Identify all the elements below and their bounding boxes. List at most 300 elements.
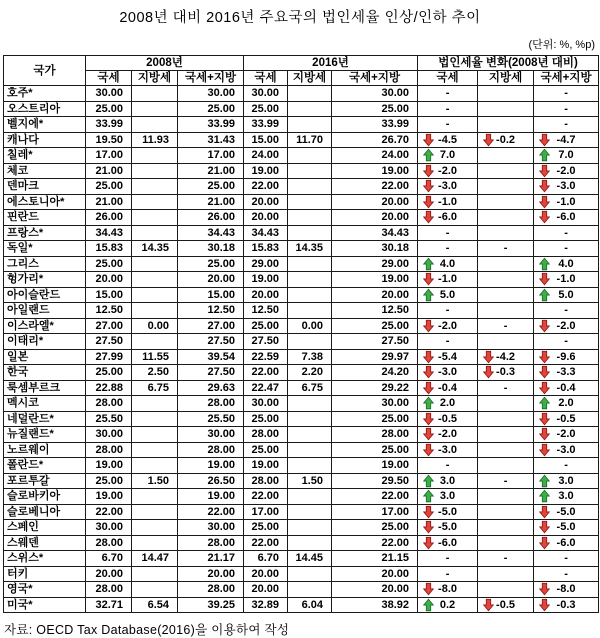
rate-2016-national: 22.00 — [244, 489, 288, 505]
rate-2008-local: 11.93 — [132, 132, 178, 148]
rate-2008-national: 6.70 — [86, 551, 132, 567]
change-local — [478, 411, 534, 427]
rate-2008-combined: 28.00 — [178, 396, 244, 412]
change-national — [418, 179, 478, 195]
arrow-down-icon — [423, 319, 434, 332]
arrow-down-icon — [539, 521, 550, 534]
rate-2016-local — [288, 148, 332, 164]
change-local — [478, 194, 534, 210]
arrow-down-icon — [539, 412, 550, 425]
change-value: -0.3 — [496, 366, 516, 378]
rate-2008-combined: 17.00 — [178, 148, 244, 164]
arrow-down-icon — [539, 164, 550, 177]
rate-2008-combined: 30.00 — [178, 86, 244, 102]
rate-2008-local — [132, 442, 178, 458]
rate-2016-combined: 28.00 — [332, 427, 418, 443]
change-combined — [534, 597, 599, 613]
rate-2008-combined: 27.50 — [178, 334, 244, 350]
rate-2016-national: 19.00 — [244, 272, 288, 288]
rate-2008-combined: 28.00 — [178, 535, 244, 551]
change-national — [418, 504, 478, 520]
rate-2008-local: 6.75 — [132, 380, 178, 396]
rate-2016-national: 22.47 — [244, 380, 288, 396]
arrow-up-icon — [539, 288, 550, 301]
change-value: -6.0 — [438, 536, 458, 549]
arrow-down-icon — [539, 319, 550, 332]
country-cell: 캐나다 — [4, 132, 86, 148]
rate-2008-national: 30.00 — [86, 520, 132, 536]
change-national — [418, 442, 478, 458]
country-cell: 슬로베니아 — [4, 504, 86, 520]
change-combined — [534, 535, 599, 551]
table-row — [4, 411, 599, 427]
rate-2008-local — [132, 225, 178, 241]
rate-2016-local — [288, 101, 332, 117]
change-local — [478, 334, 534, 350]
rate-2016-national: 29.00 — [244, 256, 288, 272]
change-value: -4.5 — [438, 133, 458, 146]
change-value: -1.0 — [556, 273, 576, 285]
rate-2016-combined: 20.00 — [332, 582, 418, 598]
rate-2008-local — [132, 287, 178, 303]
change-value: 3.0 — [558, 490, 574, 502]
change-value: -6.0 — [556, 211, 576, 223]
country-cell: 헝가리* — [4, 272, 86, 288]
arrow-down-icon — [423, 211, 434, 224]
table-row — [4, 210, 599, 226]
arrow-down-icon — [483, 133, 494, 146]
unit-note: (단위: %, %p) — [528, 39, 595, 51]
rate-2016-combined: 12.50 — [332, 303, 418, 319]
country-cell: 에스토니아* — [4, 194, 86, 210]
table-row — [4, 101, 599, 117]
table-row — [4, 489, 599, 505]
rate-2008-national: 20.00 — [86, 272, 132, 288]
change-national — [418, 163, 478, 179]
rate-2016-national: 20.00 — [244, 194, 288, 210]
change-value: 7.0 — [439, 149, 456, 161]
change-combined: - — [534, 101, 599, 117]
rate-2008-combined: 30.00 — [178, 520, 244, 536]
rate-2008-local — [132, 411, 178, 427]
change-national: - — [418, 458, 478, 474]
table-row — [4, 334, 599, 350]
rate-2016-national: 33.99 — [244, 117, 288, 133]
change-value: 3.0 — [439, 474, 456, 487]
change-local — [478, 427, 534, 443]
change-local: - — [478, 380, 534, 396]
rate-2016-national: 25.00 — [244, 520, 288, 536]
change-combined — [534, 427, 599, 443]
table-row — [4, 597, 599, 613]
change-value: -8.0 — [556, 583, 576, 595]
rate-2008-local — [132, 582, 178, 598]
country-cell: 핀란드 — [4, 210, 86, 226]
change-value: -0.5 — [496, 598, 516, 611]
change-local — [478, 163, 534, 179]
arrow-up-icon — [539, 149, 550, 162]
change-national — [418, 535, 478, 551]
rate-2008-local — [132, 458, 178, 474]
rate-2016-national: 28.00 — [244, 473, 288, 489]
change-combined: - — [534, 225, 599, 241]
rate-2008-local: 11.55 — [132, 349, 178, 365]
subheader-2008-combined: 국세+지방 — [178, 71, 244, 86]
rate-2016-national: 34.43 — [244, 225, 288, 241]
country-cell: 노르웨이 — [4, 442, 86, 458]
rate-2016-combined: 20.00 — [332, 566, 418, 582]
rate-2008-national: 28.00 — [86, 396, 132, 412]
change-combined — [534, 520, 599, 536]
rate-2016-combined: 29.00 — [332, 256, 418, 272]
country-cell: 호주* — [4, 86, 86, 102]
rate-2008-combined: 26.50 — [178, 473, 244, 489]
rate-2008-local — [132, 334, 178, 350]
rate-2016-national: 19.00 — [244, 458, 288, 474]
country-cell: 미국* — [4, 597, 86, 613]
rate-2008-local: 14.35 — [132, 241, 178, 257]
change-value: -5.0 — [556, 505, 576, 518]
rate-2008-national: 17.00 — [86, 148, 132, 164]
rate-2016-combined: 38.92 — [332, 597, 418, 613]
table-row — [4, 256, 599, 272]
change-local — [478, 210, 534, 226]
rate-2008-combined: 25.00 — [178, 179, 244, 195]
change-value: -2.0 — [556, 319, 576, 332]
arrow-down-icon — [423, 536, 434, 549]
arrow-down-icon — [423, 164, 434, 177]
change-national — [418, 489, 478, 505]
rate-2016-local — [288, 179, 332, 195]
change-combined: - — [534, 551, 599, 567]
change-value: -5.0 — [438, 521, 458, 533]
change-value: -5.0 — [556, 521, 576, 533]
rate-2016-local: 11.70 — [288, 132, 332, 148]
rate-2016-national: 20.00 — [244, 210, 288, 226]
rate-2008-national: 28.00 — [86, 535, 132, 551]
rate-2008-combined: 25.00 — [178, 256, 244, 272]
rate-2008-combined: 39.25 — [178, 597, 244, 613]
arrow-down-icon — [539, 443, 550, 456]
change-combined — [534, 318, 599, 334]
arrow-down-icon — [423, 366, 434, 379]
country-cell: 이태리* — [4, 334, 86, 350]
rate-2016-local — [288, 225, 332, 241]
rate-2008-national: 25.00 — [86, 256, 132, 272]
rate-2008-local — [132, 427, 178, 443]
rate-2008-local — [132, 504, 178, 520]
change-combined — [534, 272, 599, 288]
rate-2008-national: 15.00 — [86, 287, 132, 303]
rate-2008-local: 0.00 — [132, 318, 178, 334]
country-cell: 프랑스* — [4, 225, 86, 241]
change-national — [418, 318, 478, 334]
rate-2008-national: 25.50 — [86, 411, 132, 427]
rate-2016-combined: 20.00 — [332, 287, 418, 303]
rate-2008-combined: 15.00 — [178, 287, 244, 303]
rate-2016-combined: 20.00 — [332, 194, 418, 210]
rate-2008-local — [132, 489, 178, 505]
change-combined — [534, 148, 599, 164]
table-row — [4, 582, 599, 598]
change-national: - — [418, 566, 478, 582]
country-cell: 스페인 — [4, 520, 86, 536]
change-local — [478, 287, 534, 303]
header-row-groups — [4, 56, 599, 71]
rate-2008-national: 21.00 — [86, 163, 132, 179]
rate-2008-combined: 12.50 — [178, 303, 244, 319]
arrow-up-icon — [539, 397, 550, 410]
change-combined — [534, 287, 599, 303]
change-local — [478, 86, 534, 102]
rate-2008-national: 28.00 — [86, 442, 132, 458]
rate-2016-local: 7.38 — [288, 349, 332, 365]
table-row — [4, 551, 599, 567]
rate-2016-national: 22.00 — [244, 365, 288, 381]
table-header — [4, 56, 599, 86]
change-local — [478, 597, 534, 613]
rate-2016-local — [288, 86, 332, 102]
rate-2008-combined: 19.00 — [178, 489, 244, 505]
rate-2016-combined: 33.99 — [332, 117, 418, 133]
country-cell: 터키 — [4, 566, 86, 582]
corporate-tax-table — [3, 55, 599, 613]
rate-2008-combined: 25.00 — [178, 101, 244, 117]
rate-2008-national: 19.00 — [86, 489, 132, 505]
source-note: 자료: OECD Tax Database(2016)을 이용하여 작성 — [4, 623, 290, 637]
country-cell: 그리스 — [4, 256, 86, 272]
rate-2008-local — [132, 148, 178, 164]
rate-2008-combined: 28.00 — [178, 442, 244, 458]
subheader-2008-national: 국세 — [86, 71, 132, 86]
change-value: -3.0 — [556, 443, 576, 456]
arrow-down-icon — [539, 133, 550, 146]
change-value: -0.5 — [438, 412, 458, 425]
rate-2008-local — [132, 163, 178, 179]
page-title: 2008년 대비 2016년 주요국의 법인세율 인상/인하 추이 — [119, 10, 481, 26]
country-cell: 칠레* — [4, 148, 86, 164]
change-value: -5.0 — [438, 505, 458, 518]
change-value: 2.0 — [558, 397, 574, 409]
country-cell: 폴란드* — [4, 458, 86, 474]
rate-2016-national: 25.00 — [244, 318, 288, 334]
rate-2016-local — [288, 117, 332, 133]
table-row — [4, 520, 599, 536]
rate-2016-combined: 30.00 — [332, 86, 418, 102]
rate-2008-combined: 21.00 — [178, 194, 244, 210]
arrow-down-icon — [483, 366, 494, 379]
rate-2008-local — [132, 101, 178, 117]
rate-2008-national: 26.00 — [86, 210, 132, 226]
rate-2008-local — [132, 179, 178, 195]
rate-2016-combined: 24.20 — [332, 365, 418, 381]
change-value: -2.0 — [438, 319, 458, 332]
rate-2008-national: 21.00 — [86, 194, 132, 210]
rate-2008-combined: 30.18 — [178, 241, 244, 257]
change-national — [418, 365, 478, 381]
rate-2016-local — [288, 210, 332, 226]
arrow-down-icon — [423, 350, 434, 363]
change-local — [478, 303, 534, 319]
country-cell: 포르투갈 — [4, 473, 86, 489]
change-combined: - — [534, 241, 599, 257]
country-cell: 한국 — [4, 365, 86, 381]
table-row — [4, 86, 599, 102]
rate-2016-combined: 30.00 — [332, 396, 418, 412]
change-local — [478, 582, 534, 598]
change-local — [478, 148, 534, 164]
arrow-up-icon — [423, 288, 434, 301]
change-combined: - — [534, 117, 599, 133]
rate-2008-local: 6.54 — [132, 597, 178, 613]
rate-2008-local: 14.47 — [132, 551, 178, 567]
arrow-down-icon — [539, 273, 550, 286]
rate-2016-combined: 19.00 — [332, 272, 418, 288]
rate-2008-combined: 34.43 — [178, 225, 244, 241]
country-cell: 오스트리아 — [4, 101, 86, 117]
arrow-down-icon — [423, 443, 434, 456]
change-value: -8.0 — [438, 583, 458, 595]
change-combined — [534, 179, 599, 195]
table-row — [4, 287, 599, 303]
table-row — [4, 148, 599, 164]
change-national: - — [418, 101, 478, 117]
table-row — [4, 535, 599, 551]
rate-2016-local — [288, 334, 332, 350]
change-national — [418, 380, 478, 396]
change-combined — [534, 256, 599, 272]
rate-2016-local — [288, 411, 332, 427]
country-cell: 벨지에* — [4, 117, 86, 133]
change-combined — [534, 210, 599, 226]
rate-2008-combined: 33.99 — [178, 117, 244, 133]
arrow-down-icon — [539, 180, 550, 193]
rate-2008-local: 2.50 — [132, 365, 178, 381]
change-value: -3.0 — [438, 180, 458, 192]
table-row — [4, 442, 599, 458]
table-row — [4, 473, 599, 489]
change-value: -2.0 — [556, 428, 576, 440]
subheader-2016-local: 지방세 — [288, 71, 332, 86]
arrow-up-icon — [423, 474, 434, 487]
change-local — [478, 272, 534, 288]
country-cell: 이스라엘* — [4, 318, 86, 334]
arrow-down-icon — [423, 273, 434, 286]
rate-2008-combined: 39.54 — [178, 349, 244, 365]
rate-2008-combined: 28.00 — [178, 582, 244, 598]
change-local — [478, 256, 534, 272]
country-cell: 룩셈부르크 — [4, 380, 86, 396]
arrow-down-icon — [539, 381, 550, 394]
rate-2008-national: 19.50 — [86, 132, 132, 148]
arrow-down-icon — [539, 536, 550, 549]
rate-2016-local: 14.35 — [288, 241, 332, 257]
arrow-down-icon — [423, 412, 434, 425]
rate-2016-combined: 29.22 — [332, 380, 418, 396]
rate-2008-local — [132, 210, 178, 226]
header-change: 법인세율 변화(2008년 대비) — [418, 56, 599, 71]
rate-2008-combined: 27.50 — [178, 365, 244, 381]
change-local — [478, 504, 534, 520]
change-national — [418, 582, 478, 598]
table-row — [4, 566, 599, 582]
country-cell: 네덜란드* — [4, 411, 86, 427]
rate-2016-local — [288, 287, 332, 303]
rate-2008-national: 20.00 — [86, 566, 132, 582]
change-value: -3.0 — [556, 180, 576, 192]
arrow-down-icon — [483, 598, 494, 611]
change-combined — [534, 163, 599, 179]
rate-2016-combined: 29.97 — [332, 349, 418, 365]
rate-2016-national: 27.50 — [244, 334, 288, 350]
rate-2016-local — [288, 303, 332, 319]
change-value: 2.0 — [439, 397, 456, 409]
arrow-down-icon — [423, 583, 434, 596]
rate-2008-national: 27.50 — [86, 334, 132, 350]
rate-2016-combined: 25.00 — [332, 318, 418, 334]
change-national: - — [418, 334, 478, 350]
rate-2008-national: 27.99 — [86, 349, 132, 365]
rate-2016-local — [288, 458, 332, 474]
rate-2016-national: 25.00 — [244, 411, 288, 427]
change-local — [478, 179, 534, 195]
change-value: -2.0 — [438, 164, 458, 177]
rate-2016-national: 22.00 — [244, 535, 288, 551]
header-2016: 2016년 — [244, 56, 418, 71]
change-local: - — [478, 318, 534, 334]
rate-2008-national: 33.99 — [86, 117, 132, 133]
rate-2016-national: 20.00 — [244, 287, 288, 303]
change-local — [478, 117, 534, 133]
rate-2008-national: 25.00 — [86, 101, 132, 117]
rate-2008-national: 25.00 — [86, 179, 132, 195]
rate-2016-national: 20.00 — [244, 582, 288, 598]
change-combined — [534, 489, 599, 505]
rate-2016-combined: 30.18 — [332, 241, 418, 257]
rate-2008-national: 25.00 — [86, 473, 132, 489]
change-national: - — [418, 551, 478, 567]
rate-2016-national: 12.50 — [244, 303, 288, 319]
rate-2008-combined: 19.00 — [178, 458, 244, 474]
arrow-down-icon — [423, 133, 434, 146]
rate-2008-local — [132, 520, 178, 536]
change-local — [478, 442, 534, 458]
rate-2016-local — [288, 163, 332, 179]
subheader-2016-national: 국세 — [244, 71, 288, 86]
rate-2016-local: 14.45 — [288, 551, 332, 567]
rate-2008-local — [132, 396, 178, 412]
header-country: 국가 — [4, 56, 86, 86]
rate-2016-combined: 26.70 — [332, 132, 418, 148]
subheader-2008-local: 지방세 — [132, 71, 178, 86]
rate-2008-local — [132, 303, 178, 319]
change-value: 4.0 — [439, 257, 456, 270]
rate-2016-national: 6.70 — [244, 551, 288, 567]
rate-2016-local — [288, 535, 332, 551]
change-value: -5.4 — [438, 350, 458, 363]
table-row — [4, 272, 599, 288]
rate-2008-local: 1.50 — [132, 473, 178, 489]
rate-2016-local — [288, 396, 332, 412]
rate-2016-local — [288, 489, 332, 505]
rate-2016-combined: 25.00 — [332, 101, 418, 117]
rate-2016-national: 30.00 — [244, 396, 288, 412]
rate-2008-combined: 30.00 — [178, 427, 244, 443]
country-cell: 영국* — [4, 582, 86, 598]
rate-2016-combined: 34.43 — [332, 225, 418, 241]
rate-2016-national: 30.00 — [244, 86, 288, 102]
country-cell: 독일* — [4, 241, 86, 257]
